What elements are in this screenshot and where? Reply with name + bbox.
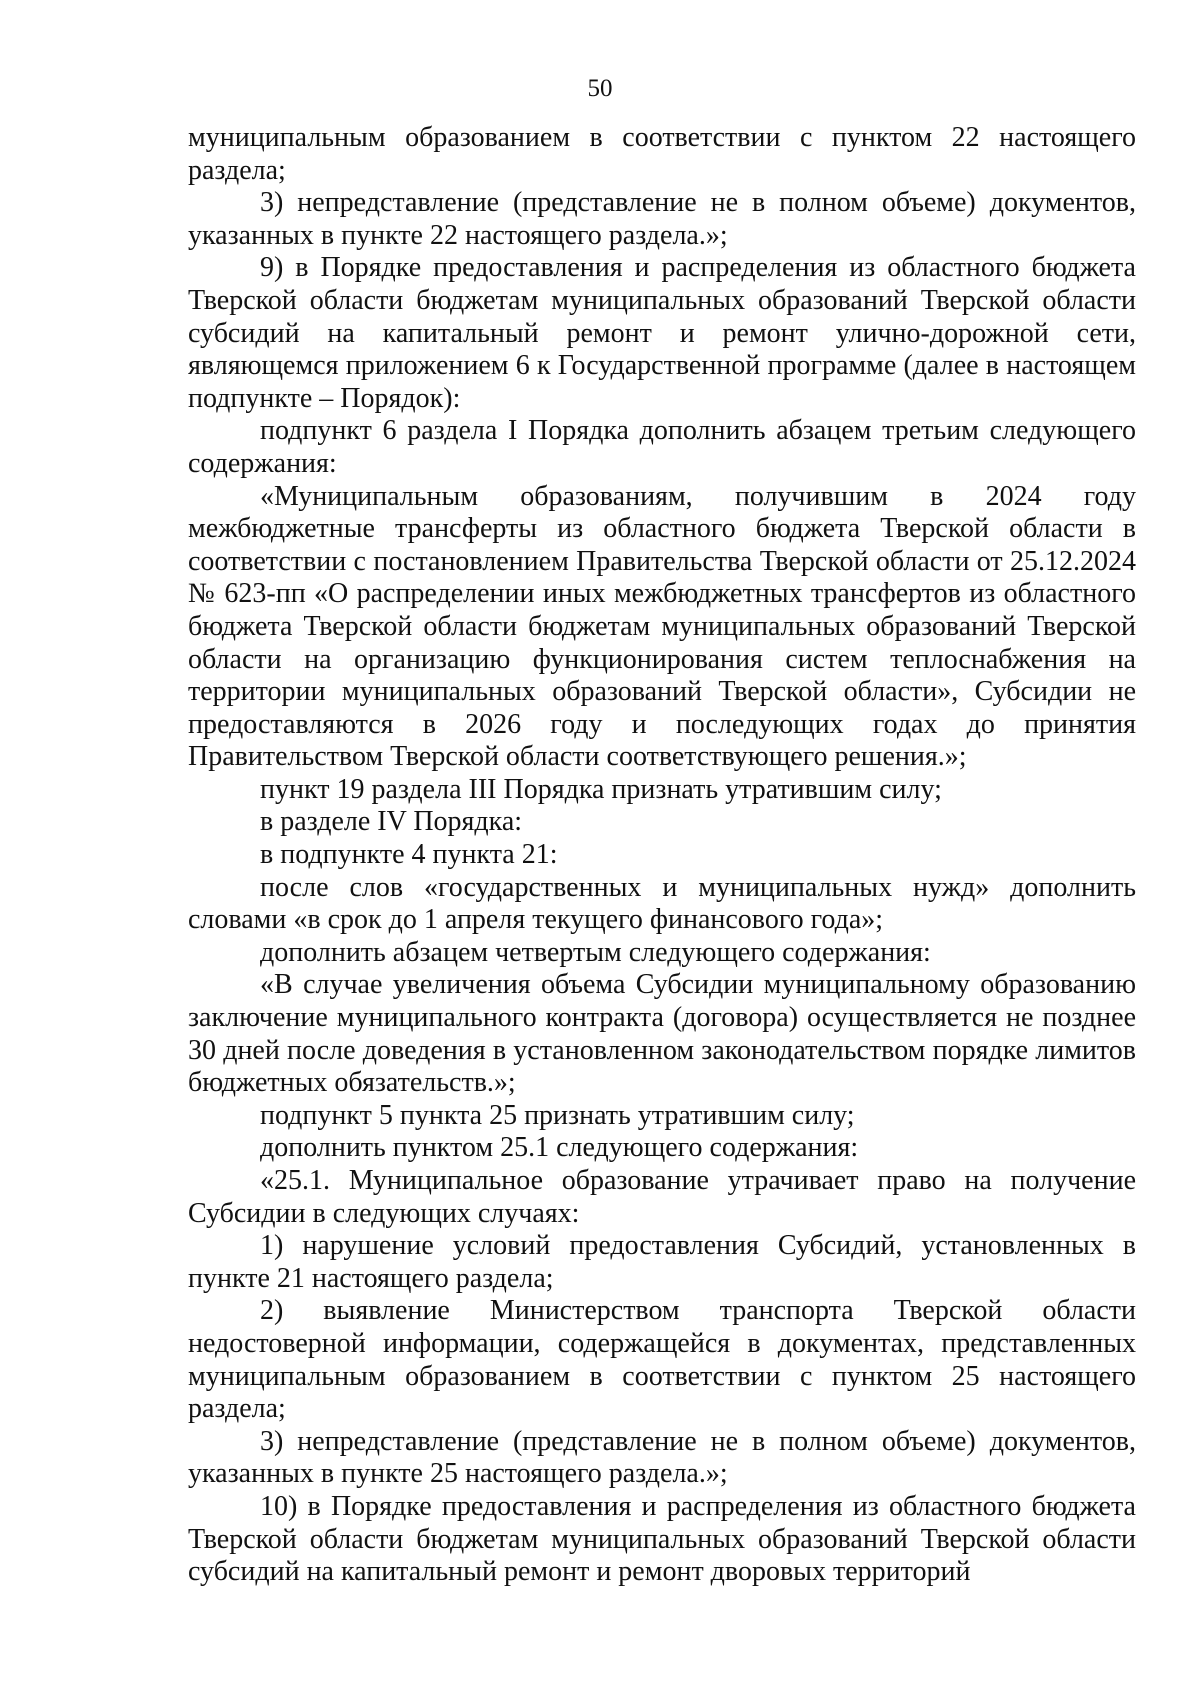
paragraph: 3) непредставление (представление не в полном объеме) документов, указанных в пункте 25 настоящего раздела.»; [188,1425,1136,1490]
paragraph: подпункт 5 пункта 25 признать утратившим силу; [260,1099,855,1131]
paragraph: подпункт 6 раздела I Порядка дополнить абзацем третьим следующего содержания: [188,415,1136,479]
page-number: 50 [587,75,613,102]
paragraph: 3) непредставление (представление не в полном объеме) документов, указанных в пункте 22 настоящего раздела.»; [188,187,1136,251]
paragraph: в подпункте 4 пункта 21: [260,839,558,871]
paragraph: «25.1. Муниципальное образование утрачивает право на получение Субсидии в следующих случаях: [188,1165,1136,1229]
paragraph: 10) в Порядке предоставления и распределения из областного бюджета Тверской области бюджетам муниципальных образований Тверской области субсидий на капитальный ремонт и ремонт дворовых территорий [188,1490,1136,1588]
paragraph: муниципальным образованием в соответствии с пунктом 22 настоящего раздела; [188,122,1136,186]
document-body [188,122,1136,1589]
paragraph: после слов «государственных и муниципальных нужд» дополнить словами «в срок до 1 апреля текущего финансового года»; [188,871,1136,936]
paragraph: «Муниципальным образованиям, получившим в 2024 году межбюджетные трансферты из областного бюджета Тверской области в соответствии с постановлением Правительства Тверской области от 25.12.2024 № 623-пп «О распределении иных межбюджетных трансфертов из областного бюджета Тверской области бюджетам муниципальных образований Тверской области на организацию функционирования систем теплоснабжения на территории муниципальных образований Тверской области», Субсидии не предоставляются в 2026 году и последующих годах до принятия Правительством Тверской области соответствующего решения.»; [188,480,1136,773]
paragraph: дополнить пунктом 25.1 следующего содержания: [260,1132,859,1164]
paragraph: 9) в Порядке предоставления и распределения из областного бюджета Тверской области бюджетам муниципальных образований Тверской области субсидий на капитальный ремонт и ремонт улично-дорожной сети, являющемся приложением 6 к Государственной программе (далее в настоящем подпункте – Порядок): [188,252,1136,414]
paragraph: «В случае увеличения объема Субсидии муниципальному образованию заключение муниципального контракта (договора) осуществляется не позднее 30 дней после доведения в установленном законодательством порядке лимитов бюджетных обязательств.»; [188,969,1136,1099]
paragraph: пункт 19 раздела III Порядка признать утратившим силу; [260,773,942,805]
paragraph: 1) нарушение условий предоставления Субсидий, установленных в пункте 21 настоящего раздела; [188,1230,1136,1294]
paragraph: дополнить абзацем четвертым следующего содержания: [260,936,931,968]
paragraph: в разделе IV Порядка: [260,806,523,838]
paragraph: 2) выявление Министерством транспорта Тверской области недостоверной информации, содержащейся в документах, представленных муниципальным образованием в соответствии с пунктом 25 настоящего раздела; [188,1295,1136,1425]
